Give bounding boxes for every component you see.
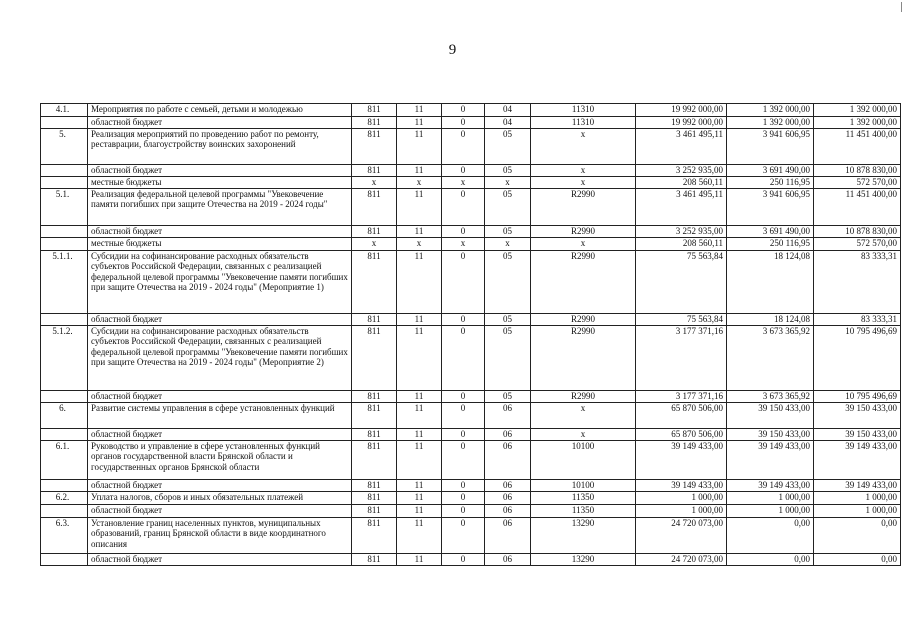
amount-year-2: 250 116,95 <box>727 238 814 251</box>
amount-year-1: 3 252 935,00 <box>636 226 727 238</box>
code-subprogram: 0 <box>442 165 485 177</box>
table-row <box>41 403 901 429</box>
table-row <box>41 326 901 391</box>
code-main-event: 04 <box>485 117 531 129</box>
amount-year-1: 3 461 495,11 <box>636 129 727 165</box>
code-direction: х <box>531 238 636 251</box>
code-grbs: 811 <box>352 117 397 129</box>
row-name: местные бюджеты <box>88 177 352 189</box>
code-main-event: 05 <box>485 314 531 326</box>
row-number: 4.1. <box>41 104 88 117</box>
row-name: местные бюджеты <box>88 238 352 251</box>
code-direction: 11350 <box>531 492 636 505</box>
amount-year-3: 1 000,00 <box>814 505 901 518</box>
row-name: Развитие системы управления в сфере установленных функций <box>88 403 352 429</box>
code-direction: х <box>531 403 636 429</box>
code-program: х <box>397 177 442 189</box>
amount-year-3: 83 333,31 <box>814 251 901 314</box>
row-number: 5.1.2. <box>41 326 88 391</box>
budget-table <box>40 103 901 566</box>
amount-year-2: 0,00 <box>727 518 814 554</box>
code-subprogram: 0 <box>442 505 485 518</box>
row-number: 5.1. <box>41 189 88 226</box>
code-subprogram: 0 <box>442 251 485 314</box>
amount-year-3: 572 570,00 <box>814 177 901 189</box>
code-program: 11 <box>397 391 442 403</box>
table-row <box>41 492 901 505</box>
code-main-event: 05 <box>485 251 531 314</box>
table-row <box>41 129 901 165</box>
amount-year-2: 3 691 490,00 <box>727 226 814 238</box>
table-row <box>41 238 901 251</box>
amount-year-1: 24 720 073,00 <box>636 518 727 554</box>
code-main-event: 06 <box>485 554 531 566</box>
row-number <box>41 226 88 238</box>
amount-year-1: 75 563,84 <box>636 251 727 314</box>
row-number <box>41 117 88 129</box>
code-subprogram: 0 <box>442 117 485 129</box>
amount-year-3: 1 000,00 <box>814 492 901 505</box>
code-program: 11 <box>397 554 442 566</box>
amount-year-3: 10 878 830,00 <box>814 165 901 177</box>
code-direction: R2990 <box>531 391 636 403</box>
row-name: областной бюджет <box>88 391 352 403</box>
amount-year-1: 3 461 495,11 <box>636 189 727 226</box>
code-main-event: 05 <box>485 165 531 177</box>
code-direction: R2990 <box>531 326 636 391</box>
table-body <box>41 104 901 566</box>
code-program: 11 <box>397 505 442 518</box>
table-row <box>41 251 901 314</box>
amount-year-1: 3 252 935,00 <box>636 165 727 177</box>
code-grbs: 811 <box>352 251 397 314</box>
code-grbs: 811 <box>352 314 397 326</box>
code-direction: 13290 <box>531 554 636 566</box>
code-grbs: 811 <box>352 480 397 492</box>
table-row <box>41 165 901 177</box>
table-row <box>41 441 901 480</box>
row-number <box>41 314 88 326</box>
row-name: областной бюджет <box>88 429 352 441</box>
amount-year-1: 65 870 506,00 <box>636 403 727 429</box>
amount-year-1: 208 560,11 <box>636 238 727 251</box>
code-subprogram: 0 <box>442 314 485 326</box>
code-main-event: 06 <box>485 429 531 441</box>
code-grbs: 811 <box>352 429 397 441</box>
code-program: 11 <box>397 518 442 554</box>
amount-year-2: 39 150 433,00 <box>727 429 814 441</box>
table-row <box>41 505 901 518</box>
amount-year-3: 39 149 433,00 <box>814 480 901 492</box>
code-direction: 11350 <box>531 505 636 518</box>
amount-year-1: 19 992 000,00 <box>636 104 727 117</box>
code-grbs: 811 <box>352 226 397 238</box>
code-subprogram: 0 <box>442 104 485 117</box>
amount-year-2: 39 150 433,00 <box>727 403 814 429</box>
amount-year-2: 1 000,00 <box>727 492 814 505</box>
code-direction: 10100 <box>531 480 636 492</box>
amount-year-1: 1 000,00 <box>636 505 727 518</box>
amount-year-2: 250 116,95 <box>727 177 814 189</box>
code-main-event: х <box>485 238 531 251</box>
amount-year-1: 208 560,11 <box>636 177 727 189</box>
page-number: 9 <box>448 42 457 58</box>
row-name: Реализация федеральной целевой программы "Увековечение памяти погибших при защите Отечества на 2019 - 2024 годы" <box>88 189 352 226</box>
amount-year-3: 11 451 400,00 <box>814 189 901 226</box>
code-subprogram: 0 <box>442 129 485 165</box>
code-main-event: 06 <box>485 505 531 518</box>
code-subprogram: 0 <box>442 189 485 226</box>
code-main-event: 05 <box>485 129 531 165</box>
code-subprogram: 0 <box>442 326 485 391</box>
row-number: 5.1.1. <box>41 251 88 314</box>
code-subprogram: 0 <box>442 403 485 429</box>
code-main-event: 06 <box>485 492 531 505</box>
row-name: Уплата налогов, сборов и иных обязательных платежей <box>88 492 352 505</box>
table-row <box>41 177 901 189</box>
code-grbs: 811 <box>352 391 397 403</box>
code-main-event: х <box>485 177 531 189</box>
amount-year-2: 18 124,08 <box>727 251 814 314</box>
table-row <box>41 117 901 129</box>
row-name: областной бюджет <box>88 314 352 326</box>
amount-year-3: 39 149 433,00 <box>814 441 901 480</box>
row-number <box>41 177 88 189</box>
row-number: 5. <box>41 129 88 165</box>
code-main-event: 05 <box>485 189 531 226</box>
table-row <box>41 480 901 492</box>
amount-year-3: 11 451 400,00 <box>814 129 901 165</box>
code-main-event: 06 <box>485 403 531 429</box>
amount-year-3: 10 795 496,69 <box>814 391 901 403</box>
table-row <box>41 189 901 226</box>
code-main-event: 06 <box>485 480 531 492</box>
row-name: Субсидии на софинансирование расходных обязательств субъектов Российской Федерации, связанных с реализацией федеральной целевой программы "Увековечение памяти погибших при защите Отечества на 2019 - 2024 годы" (Мероприятие 2) <box>88 326 352 391</box>
code-program: 11 <box>397 117 442 129</box>
amount-year-1: 75 563,84 <box>636 314 727 326</box>
code-direction: 13290 <box>531 518 636 554</box>
code-program: 11 <box>397 403 442 429</box>
amount-year-2: 3 691 490,00 <box>727 165 814 177</box>
row-name: Руководство и управление в сфере установленных функций органов государственной власти Брянской области и государственных органов Брянской области <box>88 441 352 480</box>
code-program: 11 <box>397 429 442 441</box>
code-program: 11 <box>397 326 442 391</box>
code-subprogram: 0 <box>442 492 485 505</box>
code-subprogram: 0 <box>442 391 485 403</box>
code-program: 11 <box>397 189 442 226</box>
amount-year-1: 24 720 073,00 <box>636 554 727 566</box>
amount-year-2: 3 941 606,95 <box>727 189 814 226</box>
row-number <box>41 238 88 251</box>
amount-year-3: 0,00 <box>814 518 901 554</box>
code-grbs: 811 <box>352 403 397 429</box>
amount-year-1: 1 000,00 <box>636 492 727 505</box>
table-row <box>41 391 901 403</box>
row-name: областной бюджет <box>88 226 352 238</box>
code-program: 11 <box>397 129 442 165</box>
code-direction: 10100 <box>531 441 636 480</box>
row-name: областной бюджет <box>88 505 352 518</box>
code-program: 11 <box>397 226 442 238</box>
amount-year-3: 572 570,00 <box>814 238 901 251</box>
amount-year-1: 3 177 371,16 <box>636 391 727 403</box>
code-grbs: х <box>352 177 397 189</box>
row-name: областной бюджет <box>88 554 352 566</box>
code-main-event: 04 <box>485 104 531 117</box>
code-main-event: 05 <box>485 226 531 238</box>
code-grbs: 811 <box>352 104 397 117</box>
code-grbs: 811 <box>352 518 397 554</box>
table-row <box>41 104 901 117</box>
amount-year-1: 39 149 433,00 <box>636 480 727 492</box>
code-subprogram: 0 <box>442 429 485 441</box>
code-direction: R2990 <box>531 251 636 314</box>
amount-year-2: 1 392 000,00 <box>727 104 814 117</box>
amount-year-2: 0,00 <box>727 554 814 566</box>
table-row <box>41 554 901 566</box>
code-direction: х <box>531 129 636 165</box>
code-program: 11 <box>397 480 442 492</box>
code-grbs: 811 <box>352 505 397 518</box>
code-subprogram: 0 <box>442 441 485 480</box>
code-grbs: 811 <box>352 189 397 226</box>
row-name: Мероприятия по работе с семьей, детьми и молодежью <box>88 104 352 117</box>
table-row <box>41 518 901 554</box>
amount-year-3: 1 392 000,00 <box>814 117 901 129</box>
row-number <box>41 480 88 492</box>
code-direction: R2990 <box>531 189 636 226</box>
scan-edge-mark <box>901 2 902 12</box>
code-subprogram: х <box>442 177 485 189</box>
amount-year-1: 19 992 000,00 <box>636 117 727 129</box>
amount-year-2: 1 000,00 <box>727 505 814 518</box>
amount-year-2: 39 149 433,00 <box>727 480 814 492</box>
code-program: 11 <box>397 165 442 177</box>
code-grbs: 811 <box>352 165 397 177</box>
amount-year-2: 18 124,08 <box>727 314 814 326</box>
table-row <box>41 314 901 326</box>
amount-year-2: 3 673 365,92 <box>727 326 814 391</box>
row-number: 6.3. <box>41 518 88 554</box>
code-subprogram: 0 <box>442 518 485 554</box>
row-number: 6. <box>41 403 88 429</box>
code-subprogram: 0 <box>442 554 485 566</box>
amount-year-1: 3 177 371,16 <box>636 326 727 391</box>
row-name: областной бюджет <box>88 117 352 129</box>
code-program: 11 <box>397 104 442 117</box>
code-program: 11 <box>397 251 442 314</box>
amount-year-3: 10 878 830,00 <box>814 226 901 238</box>
amount-year-3: 83 333,31 <box>814 314 901 326</box>
code-grbs: 811 <box>352 554 397 566</box>
code-subprogram: х <box>442 238 485 251</box>
code-program: 11 <box>397 314 442 326</box>
row-name: Реализация мероприятий по проведению работ по ремонту, реставрации, благоустройству воинских захоронений <box>88 129 352 165</box>
code-subprogram: 0 <box>442 226 485 238</box>
row-name: областной бюджет <box>88 165 352 177</box>
code-grbs: 811 <box>352 492 397 505</box>
amount-year-2: 1 392 000,00 <box>727 117 814 129</box>
amount-year-3: 0,00 <box>814 554 901 566</box>
row-number <box>41 165 88 177</box>
amount-year-3: 39 150 433,00 <box>814 403 901 429</box>
code-program: 11 <box>397 492 442 505</box>
row-name: областной бюджет <box>88 480 352 492</box>
amount-year-3: 39 150 433,00 <box>814 429 901 441</box>
amount-year-2: 3 941 606,95 <box>727 129 814 165</box>
row-name: Субсидии на софинансирование расходных обязательств субъектов Российской Федерации, связанных с реализацией федеральной целевой программы "Увековечение памяти погибших при защите Отечества на 2019 - 2024 годы" (Мероприятие 1) <box>88 251 352 314</box>
code-direction: R2990 <box>531 314 636 326</box>
amount-year-1: 39 149 433,00 <box>636 441 727 480</box>
code-direction: х <box>531 177 636 189</box>
row-number: 6.2. <box>41 492 88 505</box>
code-main-event: 05 <box>485 326 531 391</box>
row-number <box>41 554 88 566</box>
code-direction: х <box>531 429 636 441</box>
table-row <box>41 226 901 238</box>
amount-year-1: 65 870 506,00 <box>636 429 727 441</box>
code-subprogram: 0 <box>442 480 485 492</box>
code-program: 11 <box>397 441 442 480</box>
code-direction: 11310 <box>531 104 636 117</box>
code-grbs: 811 <box>352 441 397 480</box>
code-grbs: 811 <box>352 326 397 391</box>
code-direction: х <box>531 165 636 177</box>
code-grbs: х <box>352 238 397 251</box>
code-main-event: 06 <box>485 518 531 554</box>
amount-year-2: 39 149 433,00 <box>727 441 814 480</box>
row-number <box>41 429 88 441</box>
code-main-event: 05 <box>485 391 531 403</box>
code-direction: R2990 <box>531 226 636 238</box>
amount-year-3: 10 795 496,69 <box>814 326 901 391</box>
row-name: Установление границ населенных пунктов, муниципальных образований, границ Брянской области в виде координатного описания <box>88 518 352 554</box>
amount-year-2: 3 673 365,92 <box>727 391 814 403</box>
code-program: х <box>397 238 442 251</box>
code-grbs: 811 <box>352 129 397 165</box>
amount-year-3: 1 392 000,00 <box>814 104 901 117</box>
code-direction: 11310 <box>531 117 636 129</box>
row-number <box>41 391 88 403</box>
code-main-event: 06 <box>485 441 531 480</box>
row-number: 6.1. <box>41 441 88 480</box>
row-number <box>41 505 88 518</box>
table-row <box>41 429 901 441</box>
